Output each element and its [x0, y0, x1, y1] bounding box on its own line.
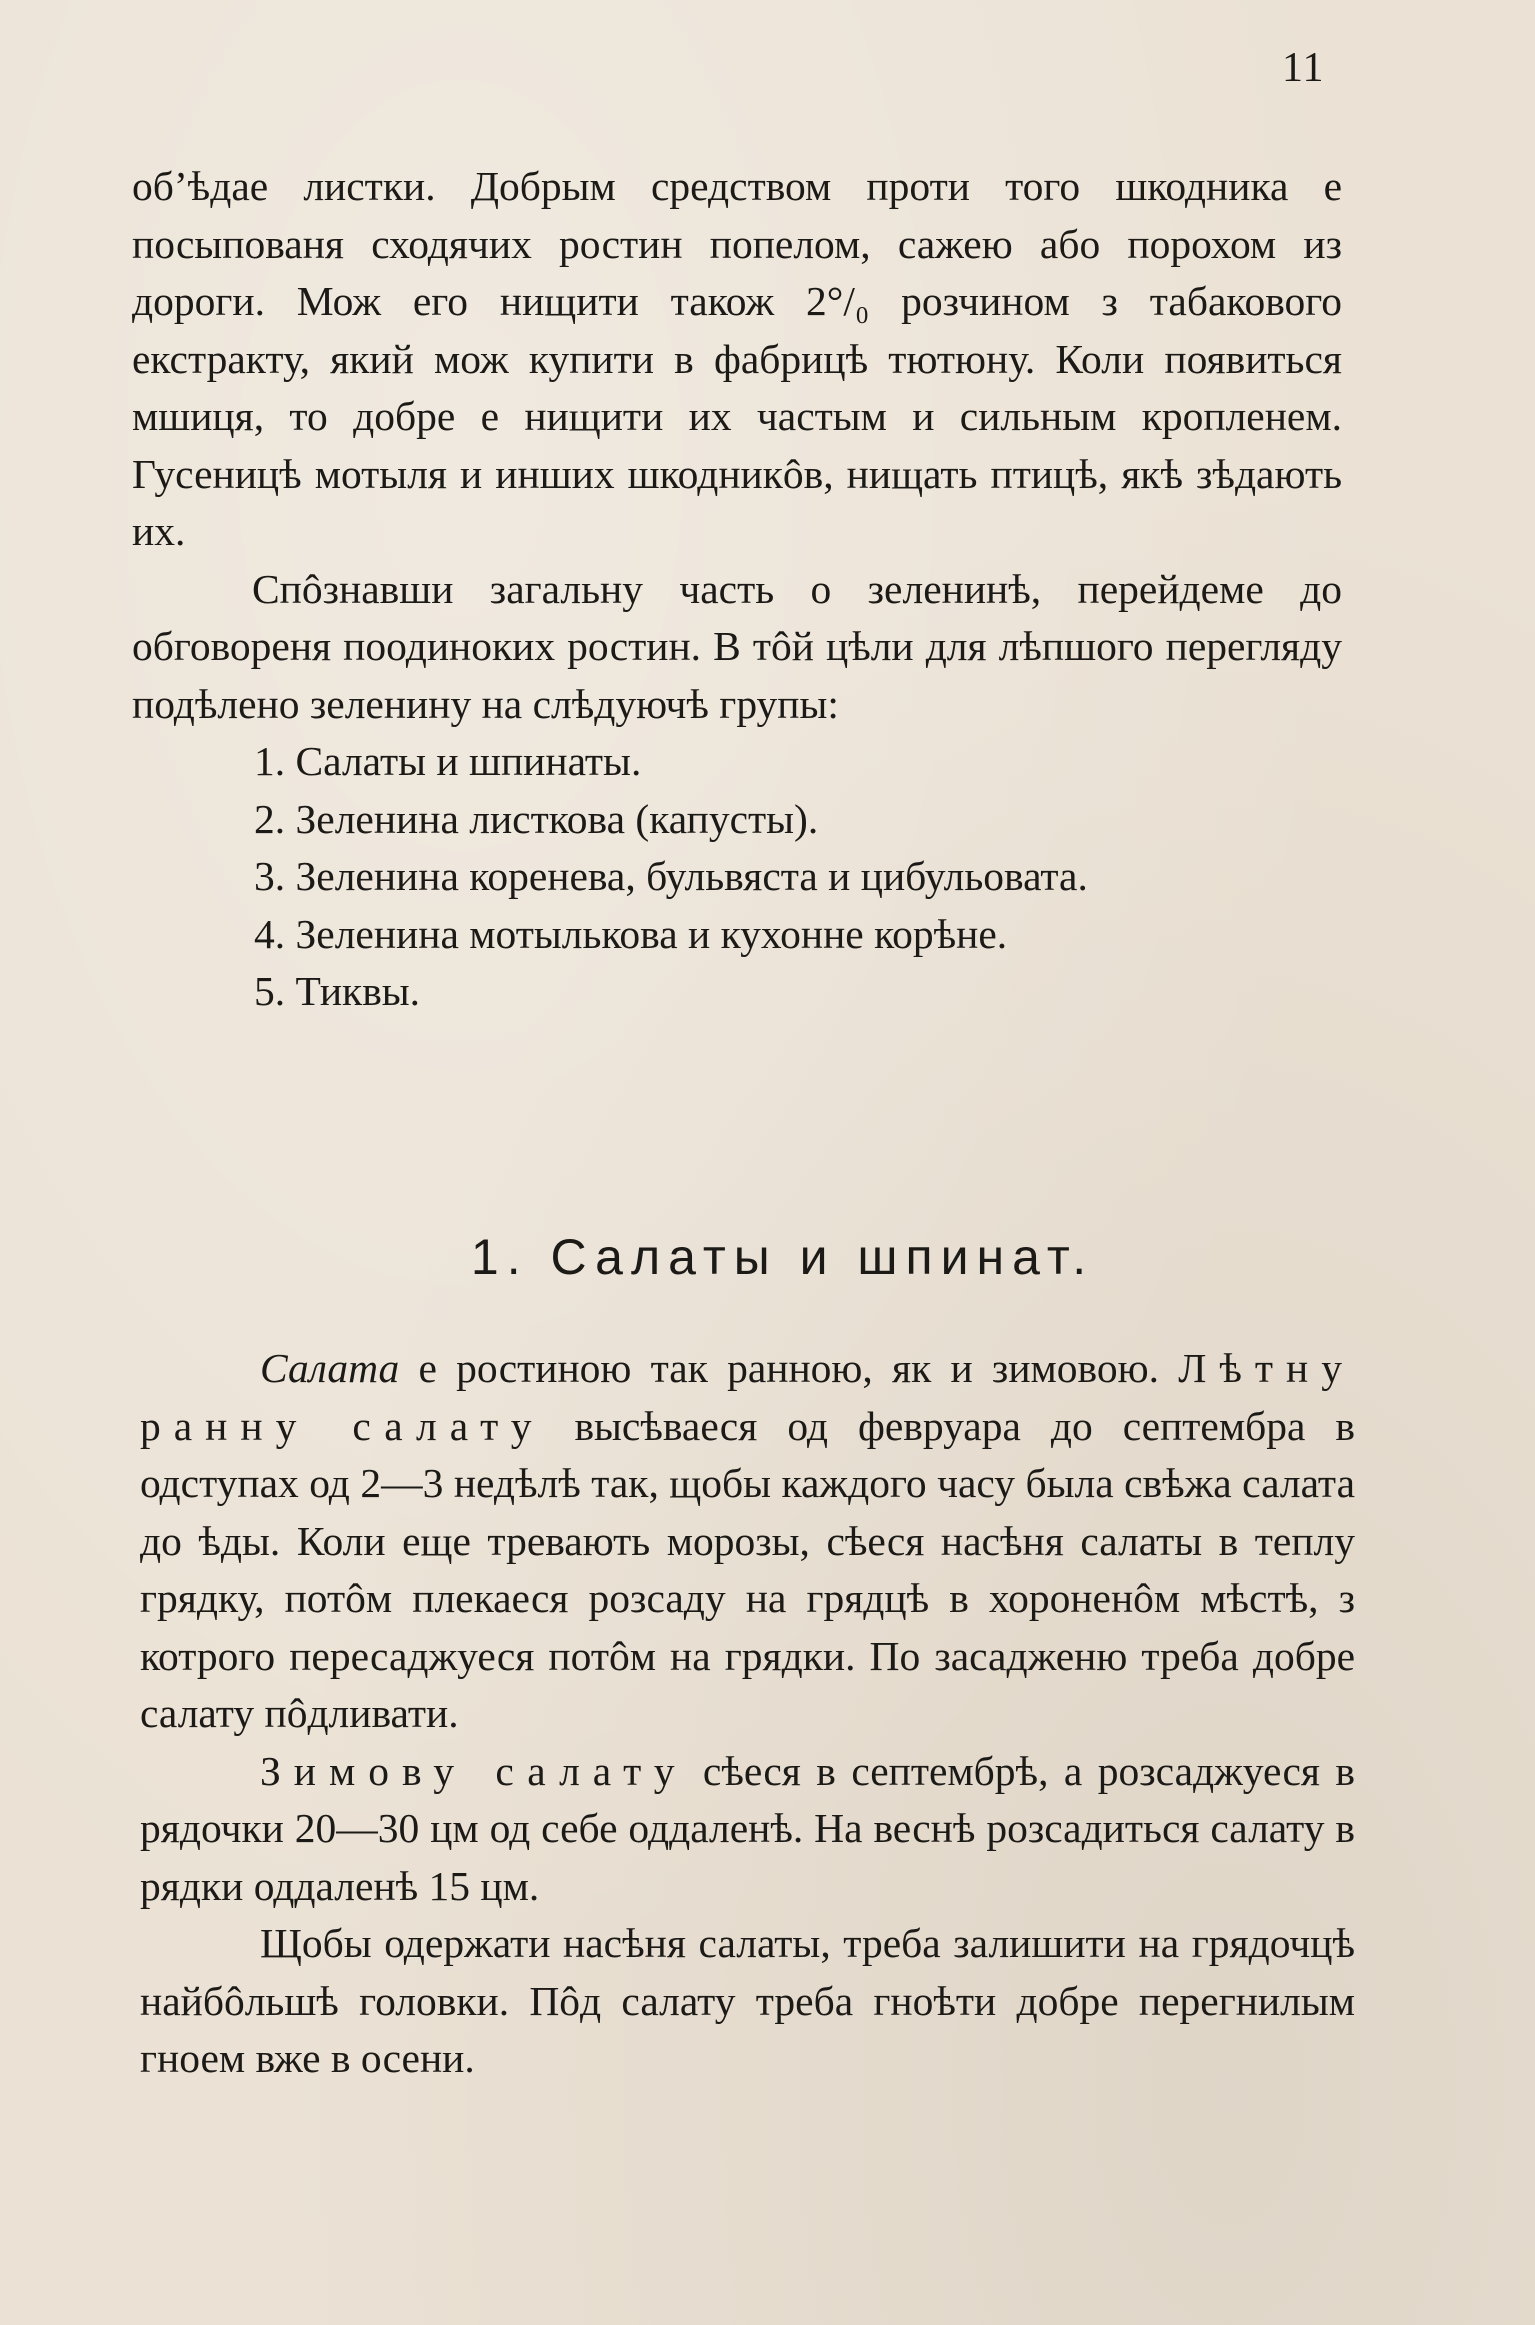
- list-item: 4. Зеленина мотылькова и кухонне корѣне.: [254, 910, 1008, 957]
- paragraph-seeds: Щобы одержати насѣня салаты, треба залишити на грядочцѣ найбôльшѣ головки. Пôд салату треба гноѣти добре перегнилым гноем вже в осени.: [140, 1920, 1355, 2081]
- vegetable-groups-list: [132, 733, 1342, 1021]
- term-winter-salad: Зимову салату: [260, 1747, 688, 1794]
- paragraph-groups-intro: Спôзнавши загальну часть о зеленинѣ, перейдеме до обговореня поодиноких ростин. В тôй цѣли для лѣпшого перегляду подѣлено зеленину на слѣдуючѣ групы:: [132, 565, 1342, 727]
- section-heading: 1. Салаты и шпинат.: [470, 1229, 1095, 1285]
- text-fragment: сѣеся в септембрѣ, а розсаджуеся в рядочки 20—30 цм од себе оддаленѣ. На веснѣ розсадиться салату в рядки оддаленѣ 15 цм.: [140, 1747, 1355, 1909]
- text-block-bottom: [140, 1340, 1355, 2088]
- list-item: 5. Тиквы.: [254, 968, 421, 1014]
- paragraph-winter-salad: [140, 1743, 1355, 1916]
- text-fragment: высѣваеся од февруара до септембра в одступах од 2—3 недѣлѣ так, щобы каждого часу была свѣжа салата до ѣды. Коли еще тревають морозы, сѣеся насѣня салаты в теплу грядку, потôм плекаеся розсаду на грядцѣ в хороненôм мѣстѣ, з котрого пересаджуеся потôм на грядки. По засадженю треба добре салату пôдливати.: [140, 1402, 1355, 1736]
- list-item: 1. Салаты и шпинаты.: [254, 738, 642, 784]
- term-salad: Салата: [260, 1345, 400, 1391]
- list-item: 2. Зеленина листкова (капусты).: [254, 795, 819, 842]
- list-item: 3. Зеленина коренева, бульвяста и цибульовата.: [254, 853, 1088, 899]
- page-number: 11: [1282, 45, 1325, 91]
- text-block-top: [132, 158, 1342, 1021]
- text-fragment: е ростиною так ранною, як и зимовою.: [399, 1345, 1179, 1391]
- term-summer-salad: Лѣтну ранну салату: [140, 1345, 1355, 1449]
- paragraph-summer-salad: [140, 1340, 1355, 1743]
- paragraph-pests: об’ѣдае листки. Добрым средством проти того шкодника е посыпованя сходячих ростин попелом, сажею або порохом из дороги. Мож его нищити також 2°/₀ розчином з табакового екстракту, який мож купити в фабрицѣ тютюну. Коли появиться мшиця, то добре е нищити их частым и сильным кропленем. Гусеницѣ мотыля и инших шкодникôв, нищать птицѣ, якѣ зѣдають их.: [132, 163, 1342, 554]
